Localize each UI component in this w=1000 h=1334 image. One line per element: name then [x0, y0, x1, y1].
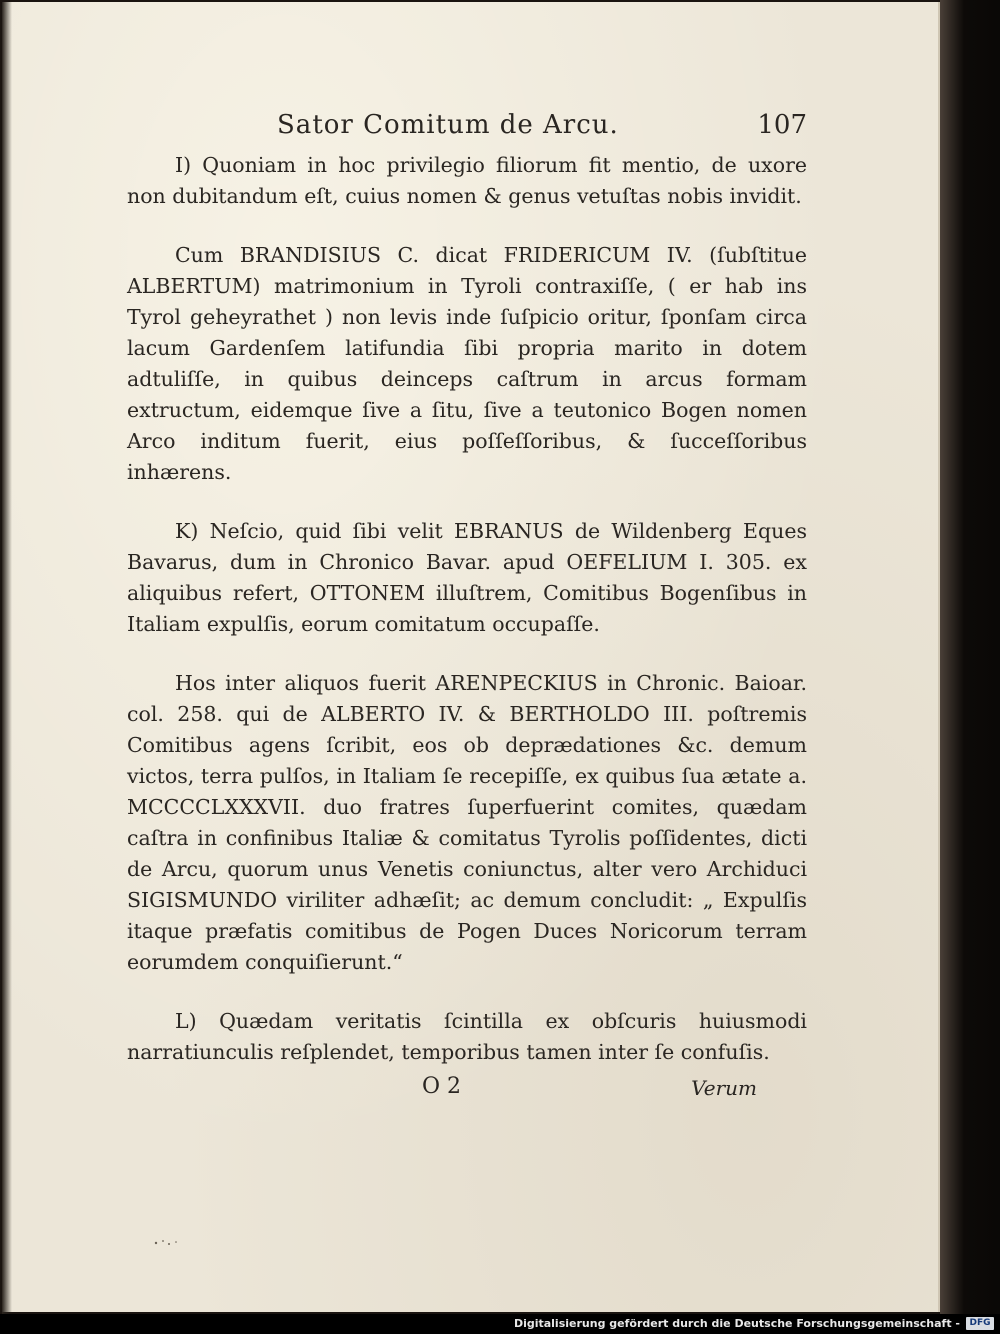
page-text-block — [127, 110, 807, 1114]
book-page — [2, 2, 941, 1312]
running-head — [127, 110, 807, 150]
credit-bar — [0, 1314, 1000, 1334]
catchword: Verum — [691, 1076, 757, 1100]
paragraph-note-l: L) Quædam veritatis ſcintilla ex obſcuris huiusmodi narratiunculis reſplendet, temporibus tamen inter ſe confuſis. — [127, 1009, 807, 1064]
paragraph-arenpeckius: Hos inter aliquos fuerit ARENPECKIUS in Chronic. Baioar. col. 258. qui de ALBERTO IV. & BERTHOLDO III. poſtremis Comitibus agens ſcribit, eos ob deprædationes &c. demum victos, terra pulſos, in Italiam ſe recepiſſe, ex quibus ſua ætate a. MCCCCLXXXVII. duo fratres ſuperfuerint comites, quædam caſtra in confinibus Italiæ & comitatus Tyrolis poſſidentes, dicti de Arcu, quorum unus Venetis coniunctus, alter vero Archiduci SIGISMUNDO viriliter adhæſit; ac demum concludit: „ Expulſis itaque præfatis comitibus de Pogen Duces Noricorum terram eorumdem conquiſierunt.“ — [127, 671, 807, 974]
binding-shadow — [2, 2, 12, 1316]
running-head-title: Sator Comitum de Arcu. — [277, 110, 619, 140]
funding-credit: Digitalisierung gefördert durch die Deutsche Forschungsgemeinschaft - — [513, 1317, 960, 1330]
paper-specks — [152, 1237, 182, 1249]
page-number: 107 — [757, 110, 807, 140]
paragraph-brandisius: Cum BRANDISIUS C. dicat FRIDERICUM IV. (ſubſtitue ALBERTUM) matrimonium in Tyroli contraxiſſe, ( er hab ins Tyrol geheyrathet ) non levis inde ſuſpicio oritur, ſponſam circa lacum Gardenſem latifundia ſibi propria marito in dotem adtuliſſe, in quibus deinceps caſtrum in arcus formam extructum, eidemque ſive a ſitu, ſive a teutonico Bogen nomen Arco inditum fuerit, eius poſſeſſoribus, & ſucceſſoribus inhærens. — [127, 243, 807, 484]
paragraph-note-i: I) Quoniam in hoc privilegio filiorum fit mentio, de uxore non dubitandum eſt, cuius nomen & genus vetuſtas nobis invidit. — [127, 153, 807, 208]
page-footer — [127, 1074, 807, 1114]
signature-mark: O 2 — [422, 1074, 462, 1099]
scan-margin-shadow — [940, 0, 1000, 1314]
paragraph-note-k: K) Neſcio, quid ſibi velit EBRANUS de Wildenberg Eques Bavarus, dum in Chronico Bavar. apud OEFELIUM I. 305. ex aliquibus refert, OTTONEM illuſtrem, Comitibus Bogenſibus in Italiam expulſis, eorum comitatum occupaſſe. — [127, 519, 807, 636]
dfg-logo-icon: DFG — [966, 1317, 994, 1330]
